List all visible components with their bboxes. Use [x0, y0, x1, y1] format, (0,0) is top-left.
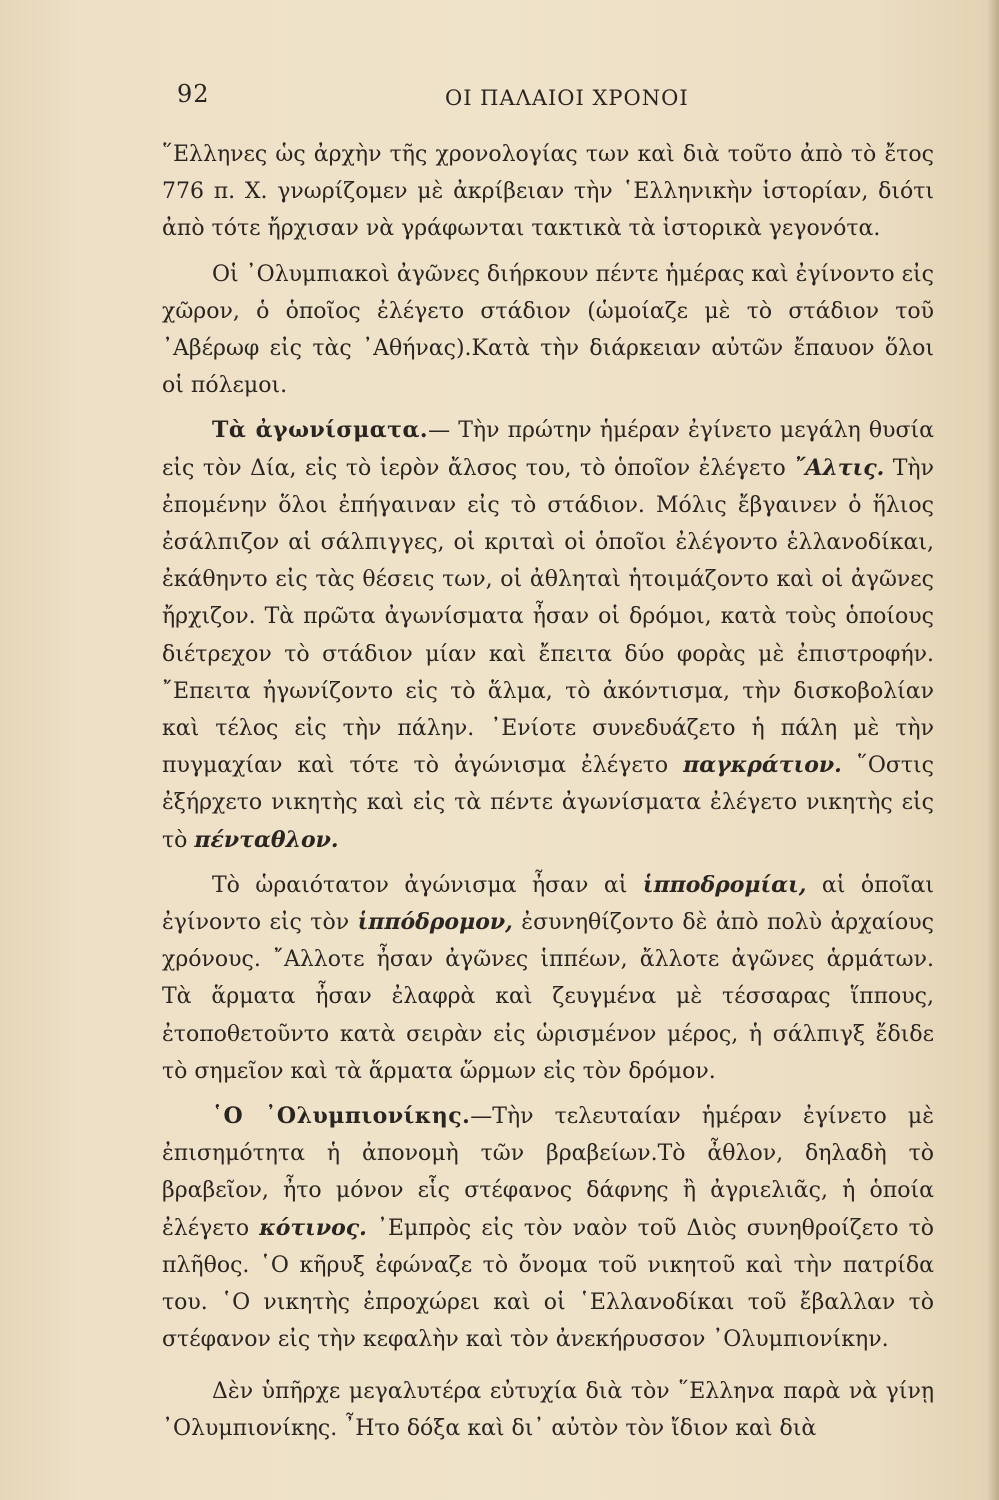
page-header — [165, 78, 925, 118]
paragraph-text: ῞Οστις ἐξήρχετο νικητὴς καὶ εἰς τὰ πέντε ἀγωνίσματα ἐλέγετο νικητὴς εἰς τὸ — [162, 753, 934, 853]
paragraph-text: Τὸ ὡραιότατον ἀγώνισμα ἦσαν αἱ — [212, 872, 643, 898]
paragraph-2 — [162, 256, 934, 405]
paragraph-text: Οἱ ᾿Ολυμπιακοὶ ἀγῶνες διήρκουν πέντε ἡμέρας καὶ ἐγίνοντο εἰς χῶρον, ὁ ὁποῖος ἐλέγετο στάδιον (ὡμοίαζε μὲ τὸ στάδιον τοῦ ᾿Αβέρωφ εἰς τὰς ᾿Αθήνας).Κατὰ τὴν διάρκειαν αὐτῶν ἔπαυον ὅλοι οἱ πόλεμοι. — [162, 261, 934, 399]
paragraph-6 — [162, 1373, 934, 1447]
paragraph-3 — [162, 412, 934, 858]
paragraph-text: Δὲν ὑπῆρχε μεγαλυτέρα εὐτυχία διὰ τὸν ῞Ελληνα παρὰ νὰ γίνῃ ᾿Ολυμπιονίκης. ῏Ητο δόξα καὶ δι᾿ αὐτὸν τὸν ἴδιον καὶ διὰ — [162, 1378, 934, 1441]
emphasis-term: παγκράτιον. — [683, 752, 842, 779]
paragraph-text: — Τὴν πρώτην ἡμέραν ἐγίνετο μεγάλη θυσία εἰς τὸν Δία, εἰς τὸ ἱερὸν ἄλσος του, τὸ ὁποῖον ἐλέγετο — [162, 418, 934, 481]
running-title: ΟΙ ΠΑΛΑΙΟΙ ΧΡΟΝΟΙ — [445, 86, 689, 110]
paragraph-1 — [162, 136, 934, 248]
section-heading-olympionikis: ῾Ο ᾿Ολυμπιονίκης. — [212, 1103, 471, 1130]
paragraph-5 — [162, 1098, 934, 1358]
paragraph-text: —Τὴν τελευταίαν ἡμέραν ἐγίνετο μὲ ἐπισημότητα ἡ ἀπονομὴ τῶν βραβείων.Τὸ ἆθλον, δηλαδὴ τὸ βραβεῖον, ἦτο μόνον εἷς στέφανος δάφνης ἢ ἀγριελιᾶς, ἡ ὁποία ἐλέγετο — [162, 1104, 934, 1241]
paragraph-text: αἱ ὁποῖαι ἐγίνοντο εἰς τὸν — [162, 872, 934, 936]
paragraph-text: ᾿Εμπρὸς εἰς τὸν ναὸν τοῦ Διὸς συνηθροίζετο τὸ πλῆθος. ῾Ο κῆρυξ ἐφώναζε τὸ ὄνομα τοῦ νικητοῦ καὶ τὴν πατρίδα του. ῾Ο νικητὴς ἐπροχώρει καὶ οἱ ῾Ελλανοδίκαι τοῦ ἔβαλλαν τὸ στέφανον εἰς τὴν κεφαλὴν καὶ τὸν ἀνεκήρυσσον ᾿Ολυμπιονίκην. — [162, 1215, 934, 1353]
paragraph-4 — [162, 867, 934, 1090]
emphasis-term: πένταθλον. — [194, 826, 339, 853]
body-text — [162, 136, 934, 1455]
emphasis-term: ἱππόδρομον, — [357, 909, 513, 936]
page-number: 92 — [177, 80, 210, 108]
section-heading-agonismata: Τὰ ἀγωνίσματα. — [212, 417, 429, 444]
paragraph-text: ἐσυνηθίζοντο δὲ ἀπὸ πολὺ ἀρχαίους χρόνους. ῎Αλλοτε ἦσαν ἀγῶνες ἱππέων, ἄλλοτε ἀγῶνες ἁρμάτων. Τὰ ἅρματα ἦσαν ἐλαφρὰ καὶ ζευγμένα μὲ τέσσαρας ἵππους, ἐτοποθετοῦντο κατὰ σειρὰν εἰς ὡρισμένον μέρος, ἡ σάλπιγξ ἔδιδε τὸ σημεῖον καὶ τὰ ἅρματα ὥρμων εἰς τὸν δρόμον. — [162, 910, 934, 1084]
emphasis-term: ῎Αλτις. — [794, 454, 885, 481]
paragraph-text: Τὴν ἐπομένην ὅλοι ἐπήγαιναν εἰς τὸ στάδιον. Μόλις ἔβγαινεν ὁ ἥλιος ἐσάλπιζον αἱ σάλπιγγες, οἱ κριταὶ οἱ ὁποῖοι ἐλέγοντο ἑλλανοδίκαι, ἐκάθηντο εἰς τὰς θέσεις των, οἱ ἀθληταὶ ἡτοιμάζοντο καὶ οἱ ἀγῶνες ἤρχιζον. Τὰ πρῶτα ἀγωνίσματα ἦσαν οἱ δρόμοι, κατὰ τοὺς ὁποίους διέτρεχον τὸ στάδιον μίαν καὶ ἔπειτα δύο φορὰς μὲ ἐπιστροφήν. ῎Επειτα ἠγωνίζοντο εἰς τὸ ἅλμα, τὸ ἀκόντισμα, τὴν δισκοβολίαν καὶ τέλος εἰς τὴν πάλην. ᾿Ενίοτε συνεδυάζετο ἡ πάλη μὲ τὴν πυγμαχίαν καὶ τότε τὸ ἀγώνισμα ἐλέγετο — [162, 455, 934, 779]
emphasis-term: κότινος. — [259, 1214, 367, 1241]
page-edge-shadow — [987, 0, 999, 1500]
paragraph-text: ῞Ελληνες ὡς ἀρχὴν τῆς χρονολογίας των καὶ διὰ τοῦτο ἀπὸ τὸ ἔτος 776 π. Χ. γνωρίζομεν μὲ ἀκρίβειαν τὴν ῾Ελληνικὴν ἱστορίαν, διότι ἀπὸ τότε ἤρχισαν νὰ γράφωνται τακτικὰ τὰ ἱστορικὰ γεγονότα. — [162, 142, 934, 242]
emphasis-term: ἱπποδρομίαι, — [642, 871, 807, 898]
